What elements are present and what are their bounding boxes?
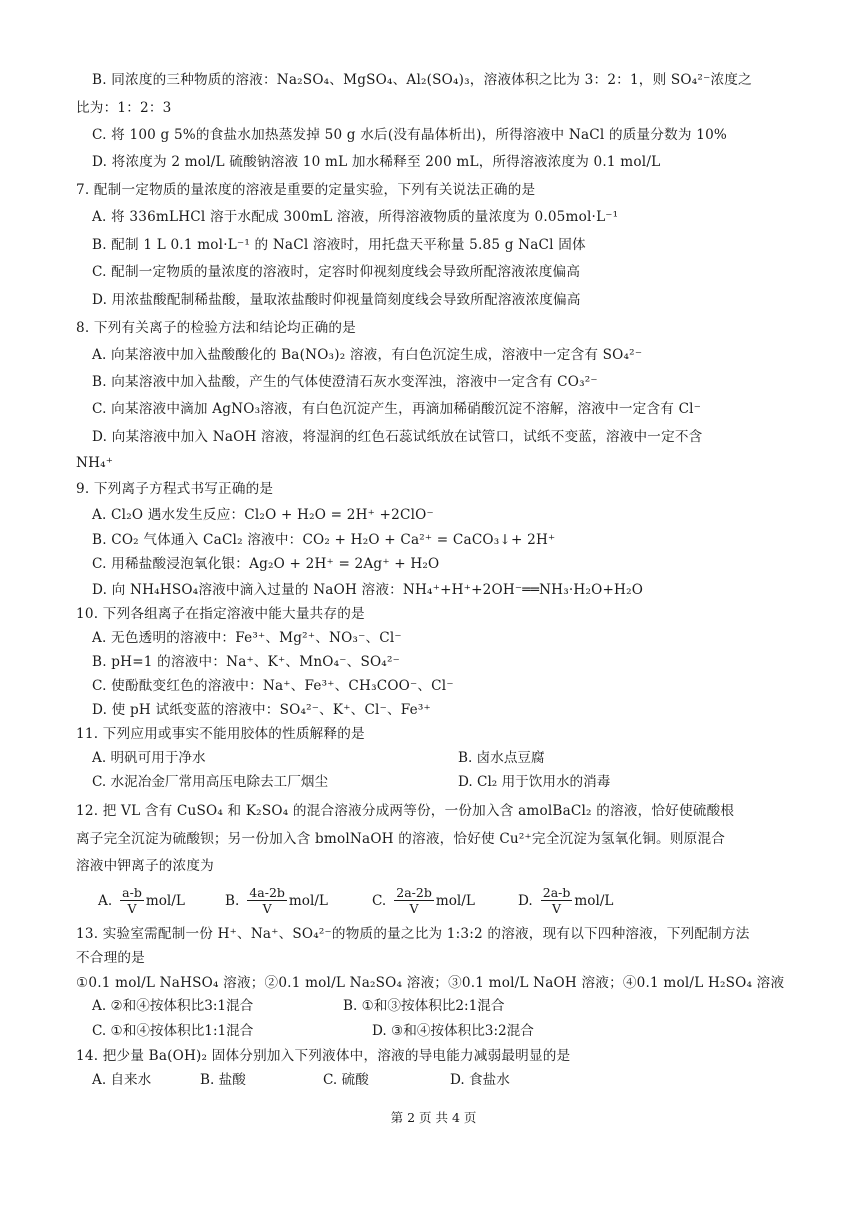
numerator: 4a-2b: [249, 885, 285, 900]
q13-option-b: B. ①和③按体积比2:1混合: [343, 998, 505, 1014]
q13-stem-line2: 不合理的是: [76, 950, 145, 966]
q10-option-b: B. pH=1 的溶液中：Na⁺、K⁺、MnO₄⁻、SO₄²⁻: [92, 654, 400, 670]
q10-option-d: D. 使 pH 试纸变蓝的溶液中：SO₄²⁻、K⁺、Cl⁻、Fe³⁺: [92, 702, 431, 718]
q6-option-d: D. 将浓度为 2 mol/L 硫酸钠溶液 10 mL 加水稀释至 200 mL，所得溶液浓度为 0.1 mol/L: [92, 154, 661, 170]
page-footer: 第 2 页 共 4 页: [390, 1110, 477, 1125]
q11-option-d: D. Cl₂ 用于饮用水的消毒: [458, 774, 611, 790]
option-label: C.: [372, 892, 387, 909]
q6-option-c: C. 将 100 g 5%的食盐水加热蒸发掉 50 g 水后(没有晶体析出)，所得溶液中 NaCl 的质量分数为 10%: [92, 127, 728, 143]
q11-option-a: A. 明矾可用于净水: [92, 750, 206, 766]
unit: mol/L: [574, 892, 614, 909]
q10-option-c: C. 使酚酞变红色的溶液中：Na⁺、Fe³⁺、CH₃COO⁻、Cl⁻: [92, 678, 454, 694]
q13-solutions: ①0.1 mol/L NaHSO₄ 溶液；②0.1 mol/L Na₂SO₄ 溶液；③0.1 mol/L NaOH 溶液；④0.1 mol/L H₂SO₄ 溶液: [76, 975, 785, 991]
fraction: [541, 885, 573, 916]
numerator: 2a-b: [542, 885, 571, 900]
q7-stem: 7. 配制一定物质的量浓度的溶液是重要的定量实验，下列有关说法正确的是: [76, 182, 536, 198]
q7-option-c: C. 配制一定物质的量浓度的溶液时，定容时仰视刻度线会导致所配溶液浓度偏高: [92, 264, 581, 280]
option-label: B.: [225, 892, 240, 909]
q12-option-b: [225, 885, 328, 916]
q11-stem: 11. 下列应用或事实不能用胶体的性质解释的是: [76, 726, 365, 742]
q9-option-d: D. 向 NH₄HSO₄溶液中滴入过量的 NaOH 溶液：NH₄⁺+H⁺+2OH⁻══NH₃·H₂O+H₂O: [92, 582, 644, 598]
q14-option-b: B. 盐酸: [200, 1072, 246, 1088]
denominator: V: [552, 901, 562, 916]
option-label: A.: [98, 892, 113, 909]
q7-option-d: D. 用浓盐酸配制稀盐酸，量取浓盐酸时仰视量筒刻度线会导致所配溶液浓度偏高: [92, 292, 581, 308]
q11-option-c: C. 水泥冶金厂常用高压电除去工厂烟尘: [92, 774, 329, 790]
q8-option-c: C. 向某溶液中滴加 AgNO₃溶液，有白色沉淀产生，再滴加稀硝酸沉淀不溶解，溶液中一定含有 Cl⁻: [92, 401, 702, 417]
fraction: [247, 885, 287, 916]
q13-option-d: D. ③和④按体积比3:2混合: [372, 1023, 534, 1039]
q8-stem: 8. 下列有关离子的检验方法和结论均正确的是: [76, 320, 356, 336]
fraction: [394, 885, 434, 916]
q12-option-a: [98, 885, 185, 916]
q9-stem: 9. 下列离子方程式书写正确的是: [76, 481, 274, 497]
q13-option-a: A. ②和④按体积比3:1混合: [92, 998, 254, 1014]
q12-option-d: [518, 885, 613, 916]
q6-option-b-line2: 比为：1：2：3: [76, 100, 172, 116]
q9-option-b: B. CO₂ 气体通入 CaCl₂ 溶液中：CO₂ + H₂O + Ca²⁺ = CaCO₃↓+ 2H⁺: [92, 532, 556, 548]
q14-option-d: D. 食盐水: [450, 1072, 510, 1088]
q8-option-d-line2: NH₄⁺: [76, 455, 114, 471]
q12-stem-line2: 离子完全沉淀为硫酸钡；另一份加入含 bmolNaOH 的溶液，恰好使 Cu²⁺完全沉淀为氢氧化铜。则原混合: [76, 831, 726, 847]
q14-option-a: A. 自来水: [92, 1072, 152, 1088]
fraction: [120, 885, 144, 916]
q8-option-d-line1: D. 向某溶液中加入 NaOH 溶液，将湿润的红色石蕊试纸放在试管口，试纸不变蓝，溶液中一定不含: [92, 429, 703, 445]
unit: mol/L: [435, 892, 475, 909]
q7-option-b: B. 配制 1 L 0.1 mol·L⁻¹ 的 NaCl 溶液时，用托盘天平称量 5.85 g NaCl 固体: [92, 237, 586, 253]
q12-option-c: [372, 885, 475, 916]
q14-option-c: C. 硫酸: [323, 1072, 369, 1088]
denominator: V: [127, 901, 137, 916]
q10-stem: 10. 下列各组离子在指定溶液中能大量共存的是: [76, 606, 365, 622]
q12-stem-line1: 12. 把 VL 含有 CuSO₄ 和 K₂SO₄ 的混合溶液分成两等份，一份加入含 amolBaCl₂ 的溶液，恰好使硫酸根: [76, 803, 735, 819]
q9-option-a: A. Cl₂O 遇水发生反应：Cl₂O + H₂O = 2H⁺ +2ClO⁻: [92, 507, 434, 523]
q14-stem: 14. 把少量 Ba(OH)₂ 固体分别加入下列液体中，溶液的导电能力减弱最明显的是: [76, 1048, 571, 1064]
q8-option-a: A. 向某溶液中加入盐酸酸化的 Ba(NO₃)₂ 溶液，有白色沉淀生成，溶液中一定含有 SO₄²⁻: [92, 347, 643, 363]
denominator: V: [409, 901, 419, 916]
unit: mol/L: [288, 892, 328, 909]
unit: mol/L: [145, 892, 185, 909]
numerator: 2a-2b: [396, 885, 432, 900]
numerator: a-b: [122, 885, 142, 900]
q9-option-c: C. 用稀盐酸浸泡氧化银：Ag₂O + 2H⁺ = 2Ag⁺ + H₂O: [92, 556, 440, 572]
q13-stem-line1: 13. 实验室需配制一份 H⁺、Na⁺、SO₄²⁻的物质的量之比为 1:3:2 的溶液，现有以下四种溶液，下列配制方法: [76, 926, 750, 942]
option-label: D.: [518, 892, 533, 909]
q6-option-b-line1: B. 同浓度的三种物质的溶液：Na₂SO₄、MgSO₄、Al₂(SO₄)₃，溶液体积之比为 3：2：1，则 SO₄²⁻浓度之: [92, 72, 752, 88]
denominator: V: [262, 901, 272, 916]
q7-option-a: A. 将 336mLHCl 溶于水配成 300mL 溶液，所得溶液物质的量浓度为 0.05mol·L⁻¹: [92, 209, 619, 225]
q13-option-c: C. ①和④按体积比1:1混合: [92, 1023, 254, 1039]
q12-stem-line3: 溶液中钾离子的浓度为: [76, 858, 214, 874]
q8-option-b: B. 向某溶液中加入盐酸，产生的气体使澄清石灰水变浑浊，溶液中一定含有 CO₃²⁻: [92, 374, 598, 390]
q11-option-b: B. 卤水点豆腐: [458, 750, 545, 766]
q10-option-a: A. 无色透明的溶液中：Fe³⁺、Mg²⁺、NO₃⁻、Cl⁻: [92, 630, 402, 646]
